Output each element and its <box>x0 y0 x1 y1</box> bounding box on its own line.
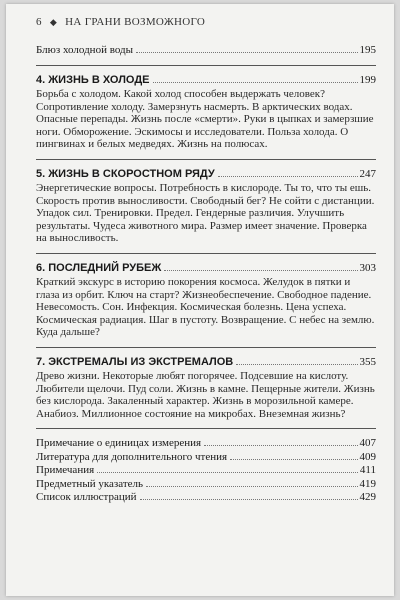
chapter-description: Древо жизни. Некоторые любят погорячее. Подсевшие на кислоту. Любители щелочи. Пуд соли. Жизнь в камне. Пещерные жители. Жизнь без кислорода. Закаленный характер. Жизнь в морозильной камере. Анабиоз. Миллионное состояние на микробах. Внеземная жизнь? <box>36 369 375 420</box>
toc-entry-further-reading <box>36 451 376 465</box>
chapter-description: Борьба с холодом. Какой холод способен выдержать человек? Сопротивление холоду. Замерзнуть насмерть. В арктических водах. Опасные перепады. Жизнь после «смерти». Руки в цыпках и замерзшие ноги. Обморожение. Эскимосы и исследователи. Польза холода. О пингвинах и белых медведях. Жизнь на полюсах. <box>36 88 374 151</box>
chapter-page: 199 <box>359 74 376 86</box>
chapter-description: Краткий экскурс в историю покорения космоса. Желудок в пятки и глаза из орбит. Ключ на старт? Жизнеобеспечение. Свободное падение. Невесомость. Сон. Инфекция. Космическая болезнь. Цена успеха. Космическая радиация. Шаг в пустоту. Возвращение. С небес на землю. Куда дальше? <box>36 275 375 339</box>
chapter-page: 247 <box>359 167 376 180</box>
toc-entry-page: 419 <box>359 477 376 490</box>
section-divider <box>36 428 376 429</box>
leader-dots <box>164 270 357 271</box>
leader-dots <box>97 472 358 473</box>
toc-entry-title: Примечание о единицах измерения <box>36 437 202 450</box>
chapter-page: 355 <box>359 355 376 368</box>
chapter-6 <box>36 262 376 339</box>
page-number: 6 <box>36 16 42 28</box>
toc-entry-page: 409 <box>359 450 376 463</box>
chapter-title: 6. ПОСЛЕДНИЙ РУБЕЖ <box>36 261 162 274</box>
toc-entry-subject-index <box>36 478 376 492</box>
appendix-list <box>36 437 376 505</box>
toc-entry-units-note <box>36 437 376 451</box>
toc-entry-title: Блюз холодной воды <box>36 44 133 56</box>
section-divider <box>36 159 376 160</box>
toc-entry-title: Предметный указатель <box>36 477 144 490</box>
toc-entry-blues <box>36 44 376 57</box>
leader-dots <box>153 82 358 83</box>
chapter-heading <box>36 356 376 369</box>
leader-dots <box>218 176 358 177</box>
toc-entry-title: Примечания <box>36 464 95 477</box>
toc-entry-page: 429 <box>359 491 376 504</box>
leader-dots <box>146 486 357 487</box>
chapter-title: 4. ЖИЗНЬ В ХОЛОДЕ <box>36 74 150 86</box>
leader-dots <box>140 499 358 500</box>
chapter-heading <box>36 262 376 275</box>
leader-dots <box>230 459 357 460</box>
toc-entry-title: Литература для дополнительного чтения <box>36 450 228 463</box>
book-page <box>6 4 394 596</box>
chapter-heading <box>36 168 376 181</box>
section-divider <box>36 347 376 348</box>
section-divider <box>36 65 376 66</box>
toc-entry-page: 407 <box>359 437 376 450</box>
toc-entry-notes <box>36 464 376 478</box>
separator-glyph: ◆ <box>49 17 58 27</box>
toc-entry-illustrations <box>36 491 376 505</box>
book-title: НА ГРАНИ ВОЗМОЖНОГО <box>65 16 206 28</box>
chapter-title: 7. ЭКСТРЕМАЛЫ ИЗ ЭКСТРЕМАЛОВ <box>36 355 234 368</box>
running-head <box>36 16 205 28</box>
chapter-4 <box>36 74 376 151</box>
chapter-5 <box>36 168 376 245</box>
toc-entry-page: 195 <box>359 44 376 56</box>
leader-dots <box>136 52 358 53</box>
toc-entry-page: 411 <box>359 464 376 477</box>
chapter-title: 5. ЖИЗНЬ В СКОРОСТНОМ РЯДУ <box>36 167 215 180</box>
leader-dots <box>204 445 357 446</box>
table-of-contents <box>36 44 376 505</box>
chapter-7 <box>36 356 376 420</box>
leader-dots <box>236 364 357 365</box>
section-divider <box>36 253 376 254</box>
chapter-heading <box>36 74 376 87</box>
chapter-description: Энергетические вопросы. Потребность в кислороде. Ты то, что ты ешь. Скорость против выносливости. Свободный бег? Не сойти с дистанции. Упадок сил. Тренировки. Предел. Гендерные различия. Улучшить результаты. Чудеса животного мира. Размер имеет значение. Проверка на выносливость. <box>36 181 375 245</box>
chapter-page: 303 <box>359 261 376 274</box>
toc-entry-title: Список иллюстраций <box>36 491 137 504</box>
